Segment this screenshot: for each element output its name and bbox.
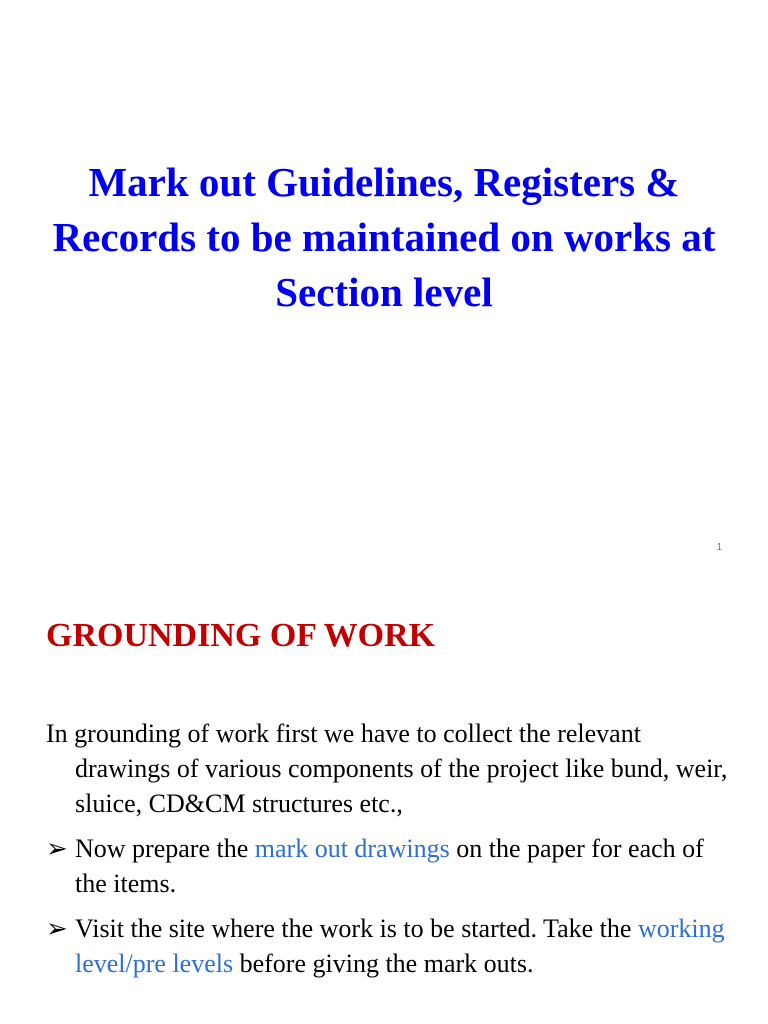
- arrow-bullet-icon: ➢: [46, 834, 68, 863]
- bullet-text: before giving the mark outs.: [233, 949, 534, 978]
- content-slide: [0, 576, 768, 1024]
- bullet-highlight: working level/pre levels: [75, 914, 725, 978]
- intro-paragraph: In grounding of work first we have to collect the relevant drawings of various components of the project like bund, weir, sluice, CD&CM structures etc.,: [46, 719, 728, 818]
- body-text: [46, 716, 736, 991]
- section-heading: GROUNDING OF WORK: [46, 617, 436, 654]
- bullet-item: [46, 831, 736, 901]
- bullet-text: Now prepare the: [75, 834, 255, 863]
- bullet-text: on the paper for each of the items.: [75, 834, 704, 898]
- bullet-highlight: mark out drawings: [254, 834, 450, 863]
- page-number: 1: [716, 542, 722, 553]
- slide-title: Mark out Guidelines, Registers & Records to be maintained on works at Section level: [52, 159, 716, 315]
- bullet-text: Visit the site where the work is to be started. Take the: [75, 914, 638, 943]
- bullet-item: [46, 911, 736, 981]
- arrow-bullet-icon: ➢: [46, 914, 68, 943]
